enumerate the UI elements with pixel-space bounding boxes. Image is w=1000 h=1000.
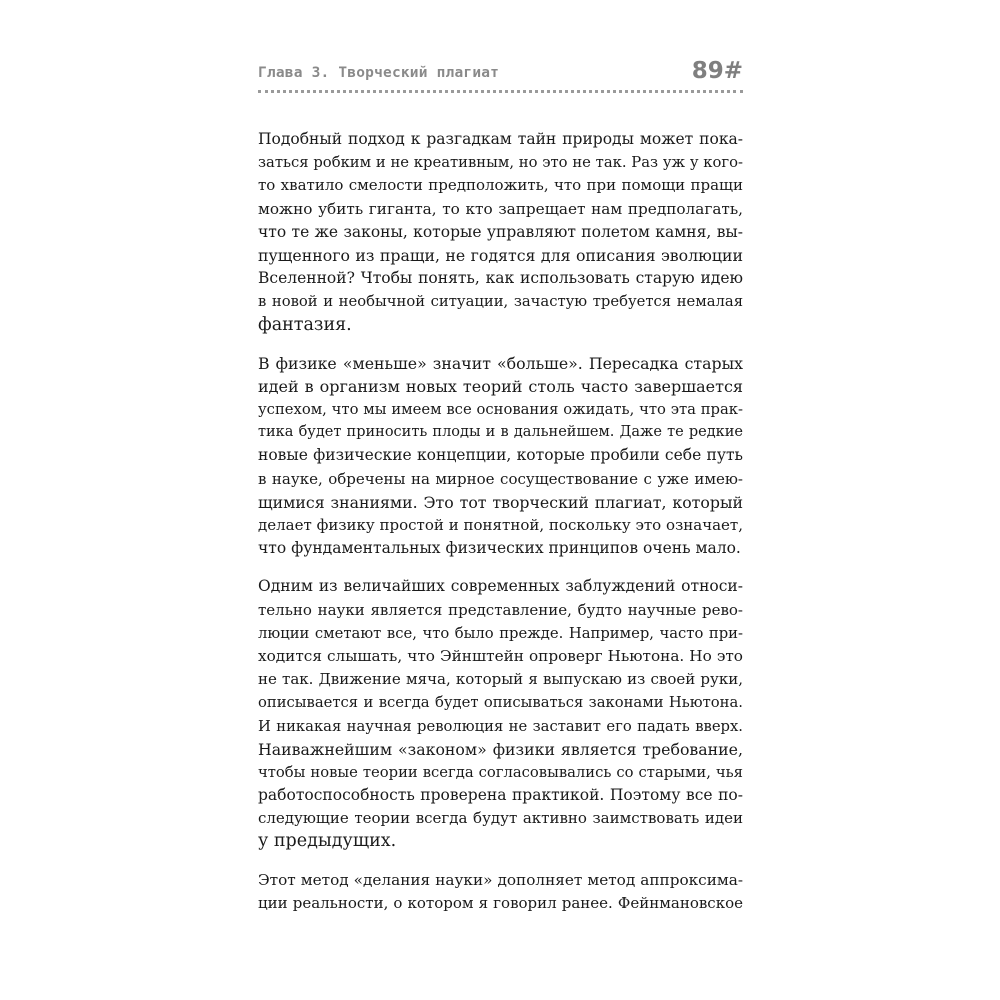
header-divider [258,90,743,93]
paragraph-4 [258,869,743,915]
text-line: Одним из величайших современных заблуждений относи- [258,577,743,596]
running-header [258,58,743,92]
text-line: люции сметают все, что было прежде. Например, часто при- [258,624,743,642]
text-line: то хватило смелости предположить, что при помощи пращи [258,176,743,195]
text-line: можно убить гиганта, то кто запрещает нам предполагать, [258,199,743,218]
text-line: успехом, что мы имеем все основания ожидать, что эта прак- [258,401,743,419]
text-line: чтобы новые теории всегда согласовывались со старыми, чья [258,763,743,781]
text-line: тельно науки является представление, будто научные рево- [258,600,743,619]
paragraph-3 [258,575,743,853]
text-line: ции реальности, о котором я говорил ранее. Фейнмановское [258,893,743,912]
text-line: ходится слышать, что Эйнштейн опроверг Ньютона. Но это [258,646,743,665]
text-line: Наиважнейшим «законом» физики является требование, [258,739,743,759]
paragraph-1 [258,128,743,337]
text-line: пущенного из пращи, не годятся для описания эволюции [258,245,743,265]
text-line: следующие теории всегда будут активно заимствовать идеи [258,809,743,828]
text-line: тика будет приносить плоды и в дальнейшем. Даже те редкие [258,424,743,441]
text-line: фантазия. [258,314,352,335]
text-line: делает физику простой и понятной, поскольку это означает, [258,516,743,534]
text-line: заться робким и не креативным, но это не так. Раз уж у кого- [258,154,743,172]
text-line: Подобный подход к разгадкам тайн природы может пока- [258,130,743,148]
text-line: Этот метод «делания науки» дополняет метод аппроксима- [258,870,743,889]
text-line: работоспособность проверена практикой. Поэтому все по- [258,786,743,805]
chapter-title: Глава 3. Творческий плагиат [258,65,500,81]
body-text [258,128,743,930]
text-line: В физике «меньше» значит «больше». Пересадка старых [258,353,743,373]
text-line: И никакая научная революция не заставит его падать вверх. [258,717,743,735]
paragraph-2 [258,352,743,561]
text-line: что те же законы, которые управляют полетом камня, вы- [258,222,743,241]
text-line: Вселенной? Чтобы понять, как использовать старую идею [258,269,743,288]
text-line: что фундаментальных физических принципов очень мало. [258,539,741,558]
text-line: в науке, обречены на мирное сосуществование с уже имею- [258,469,743,488]
text-line: не так. Движение мяча, который я выпускаю из своей руки, [258,670,743,689]
page-number: 89# [691,58,743,84]
text-line: у предыдущих. [258,831,397,852]
text-line: новые физические концепции, которые пробили себе путь [258,446,743,465]
text-line: в новой и необычной ситуации, зачастую требуется немалая [258,293,743,311]
text-line: идей в организм новых теорий столь часто завершается [258,376,743,396]
text-line: описывается и всегда будет описываться законами Ньютона. [258,694,743,712]
text-line: щимися знаниями. Это тот творческий плагиат, который [258,492,743,512]
